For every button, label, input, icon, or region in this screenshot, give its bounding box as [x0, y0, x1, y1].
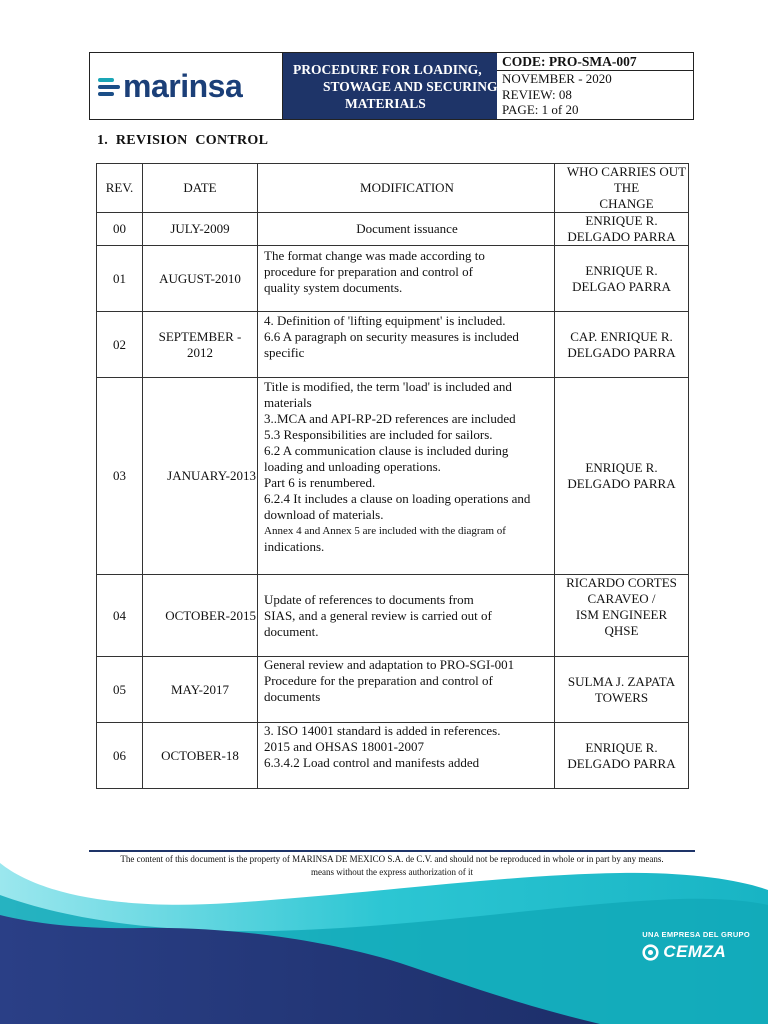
- group-tagline: UNA EMPRESA DEL GRUPO: [642, 930, 750, 939]
- modification-cell: Document issuance: [258, 213, 555, 246]
- date-cell: OCTOBER-18: [143, 723, 258, 789]
- marinsa-logo-icon: [98, 78, 120, 96]
- date-cell: OCTOBER-2015: [143, 575, 258, 657]
- who-cell: SULMA J. ZAPATA TOWERS: [555, 657, 689, 723]
- who-cell: CAP. ENRIQUE R. DELGADO PARRA: [555, 312, 689, 378]
- table-row: [97, 312, 689, 378]
- cemza-logo-icon: [642, 944, 659, 961]
- company-logo: [90, 53, 283, 119]
- modification-cell: 3. ISO 14001 standard is added in references. 2015 and OHSAS 18001-2007 6.3.4.2 Load control and manifests added: [258, 723, 555, 789]
- modification-cell: 4. Definition of 'lifting equipment' is included. 6.6 A paragraph on security measures is included specific: [258, 312, 555, 378]
- document-review: REVIEW: 08: [502, 86, 572, 102]
- rev-cell: 00: [97, 213, 143, 246]
- document-header: [89, 52, 694, 120]
- modification-cell: Update of references to documents from SIAS, and a general review is carried out of document.: [258, 575, 555, 657]
- header-who: [555, 164, 689, 213]
- date-cell: SEPTEMBER - 2012: [143, 312, 258, 378]
- rev-cell: 02: [97, 312, 143, 378]
- logo-text: marinsa: [123, 67, 243, 104]
- table-row: [97, 213, 689, 246]
- footer-notice-line-1: The content of this document is the property of MARINSA DE MEXICO S.A. de C.V. and should not be reproduced in whole or in part by any means.: [120, 854, 664, 864]
- who-cell: ENRIQUE R. DELGAO PARRA: [555, 246, 689, 312]
- date-cell: AUGUST-2010: [143, 246, 258, 312]
- page-number: PAGE: 1 of 20: [502, 102, 579, 117]
- modification-text: Title is modified, the term 'load' is included and materials 3..MCA and API-RP-2D references are included 5.3 Responsibilities are included for sailors. 6.2 A communication clause is included during loading and unloading operations. Part 6 is renumbered. 6.2.4 It includes a clause on loading operations and download of materials.: [264, 379, 531, 522]
- table-row: [97, 246, 689, 312]
- who-cell: ENRIQUE R. DELGADO PARRA: [555, 723, 689, 789]
- rev-cell: 06: [97, 723, 143, 789]
- modification-cell: The format change was made according to procedure for preparation and control of quality system documents.: [258, 246, 555, 312]
- document-date: NOVEMBER - 2020: [502, 71, 612, 86]
- table-row: [97, 378, 689, 575]
- footer-notice: [89, 853, 695, 879]
- who-cell: ENRIQUE R. DELGADO PARRA: [555, 213, 689, 246]
- header-modification: MODIFICATION: [258, 164, 555, 213]
- modification-cell: General review and adaptation to PRO-SGI-001 Procedure for the preparation and control of documents: [258, 657, 555, 723]
- footer-notice-line-2: means without the express authorization of it: [311, 867, 473, 877]
- header-date: DATE: [143, 164, 258, 213]
- group-brand: [642, 930, 750, 962]
- document-code: CODE: PRO-SMA-007: [497, 53, 693, 71]
- table-row: [97, 657, 689, 723]
- who-cell: RICARDO CORTES CARAVEO / ISM ENGINEER QHSE: [555, 575, 689, 657]
- modification-annex-text: Annex 4 and Annex 5 are included with the diagram of: [264, 525, 506, 537]
- header-rev: REV.: [97, 164, 143, 213]
- footer-divider: [89, 850, 695, 852]
- date-cell: MAY-2017: [143, 657, 258, 723]
- date-cell: JULY-2009: [143, 213, 258, 246]
- title-line-3: MATERIALS: [345, 96, 426, 111]
- title-line-1: PROCEDURE FOR LOADING,: [293, 62, 482, 77]
- header-who-text: WHO CARRIES OUT THE CHANGE: [566, 164, 687, 211]
- document-title: [283, 53, 497, 119]
- rev-cell: 05: [97, 657, 143, 723]
- rev-cell: 01: [97, 246, 143, 312]
- revision-table: [96, 163, 689, 789]
- who-cell: ENRIQUE R. DELGADO PARRA: [555, 378, 689, 575]
- rev-cell: 04: [97, 575, 143, 657]
- modification-cell: [258, 378, 555, 575]
- table-row: [97, 723, 689, 789]
- date-cell: JANUARY-2013: [143, 378, 258, 575]
- modification-annex-end: indications.: [264, 539, 325, 554]
- rev-cell: 03: [97, 378, 143, 575]
- table-header-row: [97, 164, 689, 213]
- table-row: [97, 575, 689, 657]
- section-title: 1. REVISION CONTROL: [97, 133, 269, 148]
- title-line-2: STOWAGE AND SECURING: [323, 79, 498, 94]
- document-meta: [497, 53, 693, 119]
- group-name: CEMZA: [663, 942, 727, 961]
